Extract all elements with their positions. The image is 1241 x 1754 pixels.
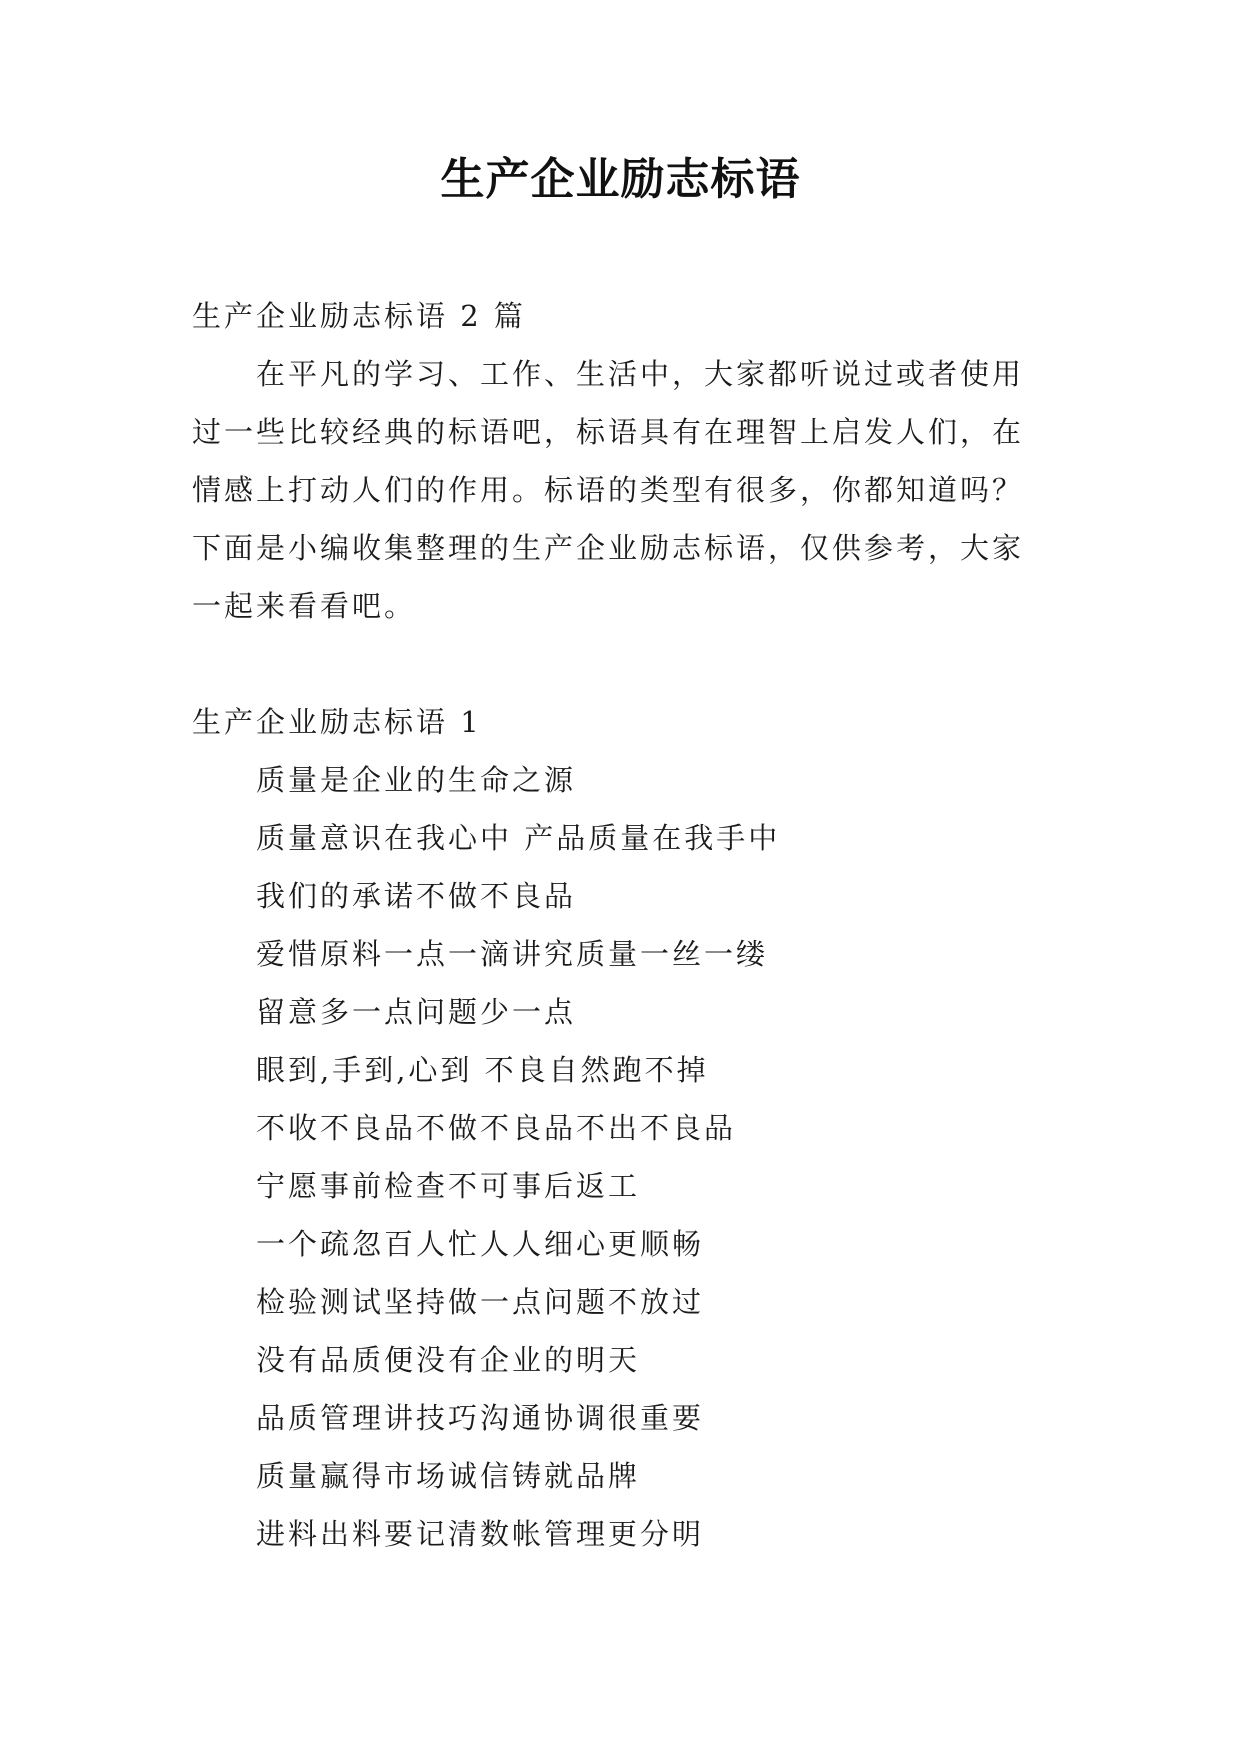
intro-line: 一起来看看吧。 bbox=[192, 589, 417, 623]
intro-line: 过一些比较经典的标语吧，标语具有在理智上启发人们，在 bbox=[192, 415, 1025, 449]
slogan-item: 质量赢得市场诚信铸就品牌 bbox=[256, 1459, 641, 1493]
slogan-item: 质量是企业的生命之源 bbox=[256, 763, 577, 797]
slogan-list bbox=[192, 751, 1052, 1563]
slogan-item: 不收不良品不做不良品不出不良品 bbox=[256, 1111, 737, 1145]
slogan-item: 质量意识在我心中 产品质量在我手中 bbox=[256, 821, 781, 855]
slogan-item: 宁愿事前检查不可事后返工 bbox=[256, 1169, 641, 1203]
slogan-item: 没有品质便没有企业的明天 bbox=[256, 1343, 641, 1377]
slogan-item: 留意多一点问题少一点 bbox=[256, 995, 577, 1029]
slogan-item: 我们的承诺不做不良品 bbox=[256, 879, 577, 913]
intro-line: 下面是小编收集整理的生产企业励志标语，仅供参考，大家 bbox=[192, 531, 1025, 565]
slogan-item: 眼到,手到,心到 不良自然跑不掉 bbox=[256, 1053, 709, 1087]
document-body bbox=[192, 287, 1052, 1563]
document-title: 生产企业励志标语 bbox=[440, 154, 801, 205]
paragraph-spacer bbox=[192, 635, 1052, 693]
intro-line: 在平凡的学习、工作、生活中，大家都听说过或者使用 bbox=[256, 357, 1025, 391]
slogan-item: 品质管理讲技巧沟通协调很重要 bbox=[256, 1401, 705, 1435]
slogan-item: 爱惜原料一点一滴讲究质量一丝一缕 bbox=[256, 937, 769, 971]
section-heading: 生产企业励志标语 1 bbox=[192, 705, 482, 739]
slogan-item: 检验测试坚持做一点问题不放过 bbox=[256, 1285, 705, 1319]
slogan-item: 进料出料要记清数帐管理更分明 bbox=[256, 1517, 705, 1551]
slogan-item: 一个疏忽百人忙人人细心更顺畅 bbox=[256, 1227, 705, 1261]
intro-line: 情感上打动人们的作用。标语的类型有很多，你都知道吗？ bbox=[192, 473, 1025, 507]
document-subtitle: 生产企业励志标语 2 篇 bbox=[192, 299, 526, 333]
